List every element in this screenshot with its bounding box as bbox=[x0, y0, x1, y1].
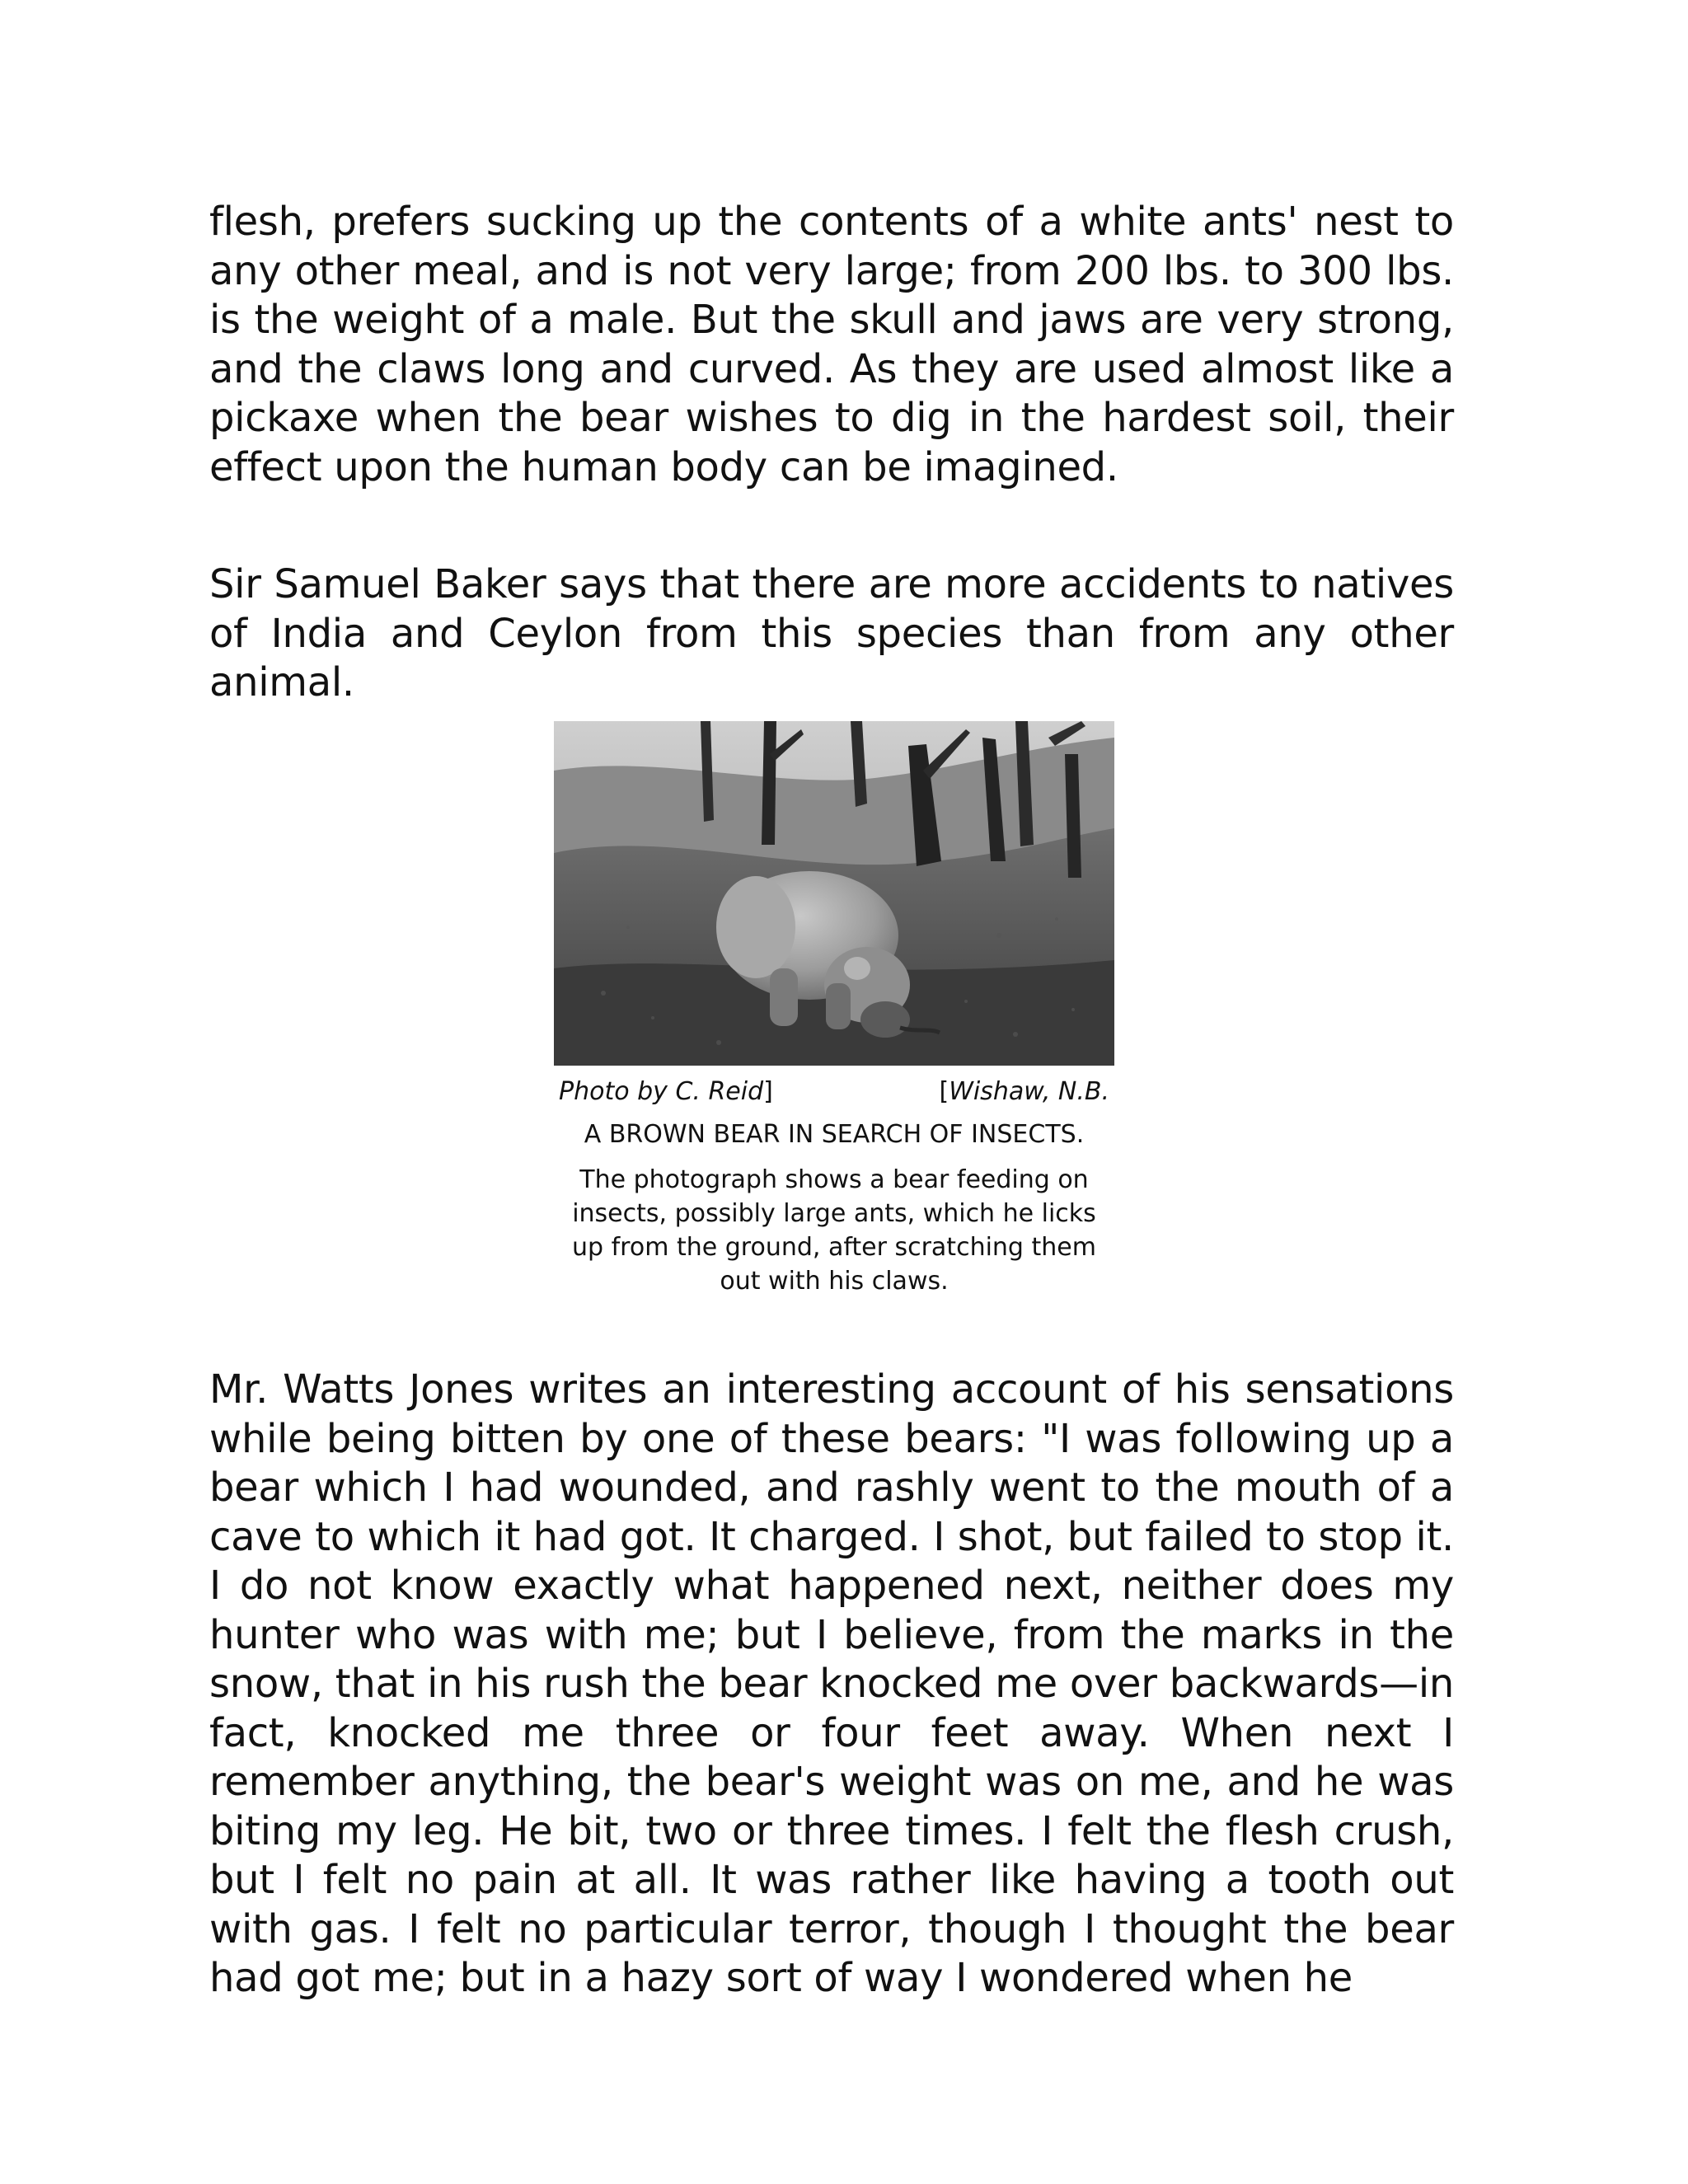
bear-photo bbox=[554, 721, 1114, 1066]
figure-caption-body: The photograph shows a bear feeding on insects, possibly large ants, which he licks up from the ground, after scratching them out with his claws. bbox=[572, 1165, 1096, 1296]
credit-left-bracket: ] bbox=[763, 1077, 773, 1106]
paragraph-2: Sir Samuel Baker says that there are more accidents to natives of India and Ceylon from this species than from any other animal. bbox=[209, 561, 1454, 705]
credit-right-bracket: [ bbox=[939, 1077, 950, 1106]
photo-credit-left bbox=[559, 1076, 773, 1108]
photo-credit-right bbox=[939, 1076, 1109, 1108]
paragraph-3: Mr. Watts Jones writes an interesting account of his sensations while being bitten by one of these bears: "I was following up a bear which I had wounded, and rashly went to the mouth of a cave to which it had got. It charged. I shot, but failed to stop it. I do not know exactly what happened next, neither does my hunter who was with me; but I believe, from the marks in the snow, that in his rush the bear knocked me over backwards—in fact, knocked me three or four feet away. When next I remember anything, the bear's weight was on me, and he was biting my leg. He bit, two or three times. I felt the flesh crush, but I felt no pain at all. It was rather like having a tooth out with gas. I felt no particular terror, though I thought the bear had got me; but in a hazy sort of way I wondered when he bbox=[209, 1366, 1454, 2001]
photo-credit bbox=[554, 1076, 1114, 1108]
photographer-credit: Photo by C. Reid bbox=[559, 1077, 764, 1106]
figure-caption-title: A BROWN BEAR IN SEARCH OF INSECTS. bbox=[584, 1120, 1085, 1149]
bear-figure bbox=[554, 721, 1114, 1298]
paragraph-1: flesh, prefers sucking up the contents of a white ants' nest to any other meal, and is not very large; from 200 lbs. to 300 lbs. is the weight of a male. But the skull and jaws are very strong, and the claws long and curved. As they are used almost like a pickaxe when the bear wishes to dig in the hardest soil, their effect upon the human body can be imagined. bbox=[209, 199, 1454, 490]
photo-location: Wishaw, N.B. bbox=[949, 1077, 1109, 1106]
